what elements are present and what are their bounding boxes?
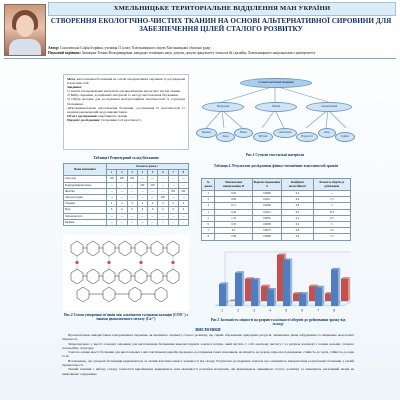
conclusion-paragraph: Тканий тканини з вибору складу, технології виробництва відкривають нові можливості розробки матеріалів, які відповідають принципам сталого розвитку та зменшують негативний вплив на навколишнє середовище. <box>62 367 354 376</box>
diagram-node-artificial: Штучні <box>253 132 273 142</box>
table-cell: 0.0214 <box>252 209 282 215</box>
table-cell: — <box>168 213 178 219</box>
table-cell: 7.5 <box>313 197 350 203</box>
strength-chart <box>205 248 351 314</box>
table-cell: 4 <box>117 201 127 207</box>
table-cell: — <box>313 191 350 197</box>
object-text: виробництво тканин <box>98 113 128 118</box>
table-cell: — <box>117 213 127 219</box>
table-cell: 0.98 <box>215 234 252 240</box>
author-label: Автор: <box>48 46 60 50</box>
chart-x-tick-label: 6 <box>301 308 304 313</box>
chart-x-tick-label: 2 <box>237 308 240 313</box>
table-cell: 0.4 <box>282 191 313 197</box>
diagram-node-wool: Вовна <box>234 128 253 138</box>
photo-face <box>16 15 34 37</box>
table-header-cell: Кількість зразка, г <box>107 164 189 170</box>
table-cell: Барвник <box>64 219 107 225</box>
table-cell: — <box>178 176 188 182</box>
diagram-node-linen: Льон <box>216 132 235 142</box>
table-cell: 200 <box>137 182 147 188</box>
table-cell: — <box>148 194 158 200</box>
author-text: Соколовська Софія Ігорівна, учениця 11 класу Хмельницького ліцею Хмельницької обласної ради <box>60 46 211 50</box>
table-cell: 0.0011 <box>252 197 282 203</box>
table-cell: 6 <box>117 207 127 213</box>
table-cell: 6 <box>107 207 117 213</box>
table-cell: Вода <box>64 207 107 213</box>
table-cell: — <box>168 194 178 200</box>
diagram-node-mushroom: Грибні <box>335 132 355 142</box>
header-divider <box>4 58 396 59</box>
chart-bar <box>283 260 290 306</box>
table-cell: 2.5 <box>313 215 350 221</box>
table-cell: 1.23 <box>215 215 252 221</box>
diagram-root-node: Сучасні текстильні матеріали <box>240 78 312 88</box>
table-cell: — <box>168 182 178 188</box>
table-cell: 0.2 <box>282 215 313 221</box>
table-cell: — <box>148 219 158 225</box>
table-cell: 0.4 <box>282 221 313 227</box>
results-table-body <box>202 191 351 241</box>
table-cell: — <box>158 213 168 219</box>
table-cell: — <box>168 176 178 182</box>
table-cell: 5 <box>313 203 350 209</box>
task-item: 4)Експериментальне виготовлення біотканин, дослідження їх властивостей та надання рекомендацій щодо використання. <box>67 105 185 114</box>
diagram-node-alternative: Альтернативні <box>306 102 352 112</box>
table-cell: 6 <box>127 207 137 213</box>
chart-bar-side <box>258 278 260 306</box>
table-cell: Кукурудзяний крохмаль <box>64 182 107 188</box>
poster-title: СТВОРЕННЯ ЕКОЛОГІЧНО-ЧИСТИХ ТКАНИН НА ОСНОВІ АЛЬТЕРНАТИВНОЇ СИРОВИНИ ДЛЯ ЗАБЕЗПЕЧЕННЯ ЦІЛЕЙ СТАЛОГО РОЗВИТКУ <box>50 17 392 33</box>
table-cell: 5 <box>313 221 350 227</box>
table-cell: — <box>137 213 147 219</box>
table-cell: 0.5 <box>215 228 252 234</box>
table-cell: — <box>178 194 188 200</box>
table-cell: — <box>127 182 137 188</box>
task-item: 3) Підбір методик для дослідження експлуатаційних властивостей та структури біотканини. <box>67 97 185 106</box>
table1-caption: Таблиця1 Рецептурний склад біотканин <box>93 156 159 160</box>
diagram-node-coffee: Кава <box>318 128 336 138</box>
table-cell: — <box>117 188 127 194</box>
table-cell: 200 <box>148 182 158 188</box>
table-cell: 2.5 <box>313 228 350 234</box>
chart-bar-side <box>242 271 244 306</box>
table-cell: 4 <box>202 209 215 215</box>
table-header-cell: 8 <box>178 170 188 176</box>
chart-x-tick-label: 5 <box>285 308 288 313</box>
figure3-caption: Рис.3 Залежність міцності на розрив та кількості обертів до руйнування зразку від складу <box>210 318 346 327</box>
table-cell: — <box>127 194 137 200</box>
strength-chart-svg <box>205 248 351 314</box>
chart-bar <box>331 269 338 306</box>
table2-caption: Таблиця 2. Результати дослідження фізико-механічних властивостей зразків <box>213 164 339 168</box>
diagram-node-chemical: Хімічні <box>255 102 297 112</box>
table-cell: 4 <box>158 201 168 207</box>
diagram-node-synthetic: Синтетичні <box>273 128 297 138</box>
goal-label: Мета: <box>67 77 76 81</box>
table-cell: 4 <box>137 201 147 207</box>
figure1-caption: Рис.1 Сучасні текстильні матеріали <box>245 153 305 157</box>
table-header-cell: Кількість обертів до руйнування <box>313 179 350 191</box>
table-cell: 6 <box>178 207 188 213</box>
table-cell: 15.5 <box>313 209 350 215</box>
table-cell: 0.8 <box>282 203 313 209</box>
subject-label: Предмет дослідження: <box>67 117 101 122</box>
table-cell: 3 <box>202 203 215 209</box>
table-cell: 0.44 <box>215 209 252 215</box>
table-header-cell: 6 <box>158 170 168 176</box>
table-cell: 200 <box>107 176 117 182</box>
goal-text: виготовлення біотканини на основі альтернативної сировини та дослідження її властивостей. <box>67 77 186 86</box>
chart-bar <box>251 279 258 306</box>
supervisor-line <box>48 51 394 56</box>
subject-text: біотканини та її властивості . <box>101 117 143 122</box>
chart-bar-side <box>306 292 308 306</box>
organization-banner: ХМЕЛЬНИЦЬКЕ ТЕРИТОРІАЛЬНЕ ВІДДІЛЕННЯ МАН УКРАЇНИ <box>48 2 396 16</box>
table-cell: 4 <box>168 201 178 207</box>
table-cell: — <box>137 176 147 182</box>
table-cell: — <box>117 182 127 188</box>
table-cell: — <box>178 182 188 188</box>
supervisor-label: Науковий керівник: <box>48 50 81 55</box>
table-cell: 0.0069 <box>252 203 282 209</box>
chart-bar-side <box>290 259 292 307</box>
table-cell: 0.0008 <box>252 221 282 227</box>
table-cell: 0.4 <box>282 209 313 215</box>
conclusion-paragraph: З метою оцінки якості біотканин для виготовлення з них текстильних виробів проведено дослідження таких показників, як міцність на розрив, відносне подовження, стійкість до тертя, стійкість до води та ін. <box>62 350 354 359</box>
table-cell: — <box>117 219 127 225</box>
table-cell: — <box>137 194 147 200</box>
table-header-cell: 4 <box>137 170 147 176</box>
table-header-row <box>202 179 351 191</box>
table-cell: 0.6 <box>282 234 313 240</box>
conclusion-paragraph: Проаналізовано використання альтернативної сировини, як важливого елементу сталого розвитку, що сприяє збереженню природних ресурсів, зменшенню рівня забруднення та зміцненню екологічної свідомості. <box>62 333 354 342</box>
table-row <box>64 219 189 225</box>
table-cell: — <box>148 176 158 182</box>
table-cell: 0.89 <box>215 197 252 203</box>
alginate-calcium-scheme <box>63 235 189 311</box>
diagram-node-cotton: Бавовна <box>196 128 217 138</box>
chart-x-tick-label: 4 <box>269 308 272 313</box>
table-cell: 4 <box>107 201 117 207</box>
chart-bar-side <box>348 277 350 301</box>
chart-bar-side <box>322 286 324 306</box>
table-header-cell: 7 <box>168 170 178 176</box>
table-header-cell: 5 <box>148 170 158 176</box>
table-cell: 6 <box>202 221 215 227</box>
table-header-cell: 2 <box>117 170 127 176</box>
task-item: 1) Аналіз альтернативних матеріалів для виробництва екологічно чистих тканин. <box>67 89 181 94</box>
chart-bar <box>299 294 306 306</box>
table-cell: 0.8 <box>282 228 313 234</box>
photo-body <box>9 39 41 56</box>
chart-bar <box>315 287 322 306</box>
table-cell: 200 <box>158 194 168 200</box>
diagram-node-natural: Натуральні <box>202 102 244 112</box>
object-label: Об'єкт дослідження: <box>67 113 98 118</box>
results-table <box>201 178 351 241</box>
table-cell: 200 <box>117 176 127 182</box>
table-cell: 5 <box>202 215 215 221</box>
recipe-table <box>63 163 189 226</box>
table-cell: — <box>117 194 127 200</box>
table-cell: 0.0073 <box>252 228 282 234</box>
table-cell: 4 <box>127 201 137 207</box>
chart-bar <box>267 290 274 306</box>
table-cell: — <box>168 219 178 225</box>
table-cell: Оцтова кислота <box>64 213 107 219</box>
table-header-cell: 3 <box>127 170 137 176</box>
table-header-cell: Максимальне навантаження, Н <box>215 179 252 191</box>
chart-bar-side <box>226 282 228 306</box>
conclusion-paragraph: Запропоновано у якості основної сировини для виготовлення біотканини використовувати альгінат натрію, який містить у собі альгінову кислоту і за рахунок взаємодії з іонами кальцію утворює гелеподібну структуру. <box>62 341 354 350</box>
table-cell: — <box>107 182 117 188</box>
chart-bar-side <box>274 288 276 306</box>
table-cell: — <box>148 188 158 194</box>
table-cell: 0.59 <box>215 191 252 197</box>
table-cell: Альгінат натрію <box>64 194 107 200</box>
table-cell: 6 <box>137 207 147 213</box>
authors-block <box>48 46 394 55</box>
table-header-cell: Назва компонента <box>64 164 107 176</box>
goal-paragraph <box>67 77 185 85</box>
table-header-cell: Відносне подовження, % <box>252 179 282 191</box>
chart-bar <box>219 284 226 306</box>
chemical-structure-drawing <box>63 235 189 311</box>
table-cell: 200 <box>127 176 137 182</box>
supervisor-text: Зажицька Тетяна Володимирівна, кандидат технічних наук, доцент, доцент факультету технологій і дизайну Хмельницького національного університету <box>81 50 316 55</box>
table-cell: — <box>107 188 117 194</box>
table-cell: 0.33 <box>215 221 252 227</box>
chart-x-tick-label: 7 <box>317 308 320 313</box>
chart-bar-side <box>338 268 340 306</box>
table-header-cell: 1 <box>107 170 117 176</box>
chart-bar <box>341 279 348 301</box>
table-cell: 0.0068 <box>252 234 282 240</box>
table-row <box>202 234 351 240</box>
table-cell: 6 <box>158 207 168 213</box>
table-cell: 7.5 <box>313 234 350 240</box>
table-cell: Желатин <box>64 188 107 194</box>
table-cell: — <box>158 188 168 194</box>
conclusion-paragraph: Встановлено, що утворені біотканини відрізняються за своїми властивостями в залежності від складу. Результати дослідження свідчать про можливість використання розроблених біотканин у легкій промисловості. <box>62 358 354 368</box>
table-header-cell: № зразка <box>202 179 215 191</box>
author-photo <box>4 4 46 56</box>
table-cell: — <box>127 213 137 219</box>
chart-x-tick-label: 3 <box>253 308 256 313</box>
table-cell: — <box>107 213 117 219</box>
table-cell: 200 <box>178 188 188 194</box>
textile-classification-diagram <box>196 72 354 152</box>
chart-x-tick-label: 1 <box>221 308 224 313</box>
table-cell: 0.0068 <box>252 191 282 197</box>
figure2-caption: Рис.2 Схема утворення зв'язків між альгінатом та іонами кальцію (COO⁻) з іонами двовалентного металу (Ca²⁺) <box>64 313 188 322</box>
subject-paragraph <box>67 118 185 122</box>
tasks-label: Завдання: <box>67 85 83 90</box>
table-cell: — <box>137 188 147 194</box>
table-cell: 6 <box>148 207 158 213</box>
table-cell: — <box>137 219 147 225</box>
table-cell: 6 <box>168 207 178 213</box>
table-cell: 0.71 <box>215 203 252 209</box>
recipe-table-body <box>64 176 189 226</box>
table-cell: 0.6 <box>282 197 313 203</box>
goals-panel <box>63 74 189 150</box>
table-cell: 4 <box>148 201 158 207</box>
table-cell: 0.0050 <box>252 215 282 221</box>
table-cell: 4 <box>178 201 188 207</box>
table-cell: — <box>127 188 137 194</box>
table-cell: — <box>158 182 168 188</box>
table-cell: — <box>178 219 188 225</box>
chart-bar <box>235 273 242 306</box>
table-cell: — <box>158 176 168 182</box>
diagram-node-algae: Водорості <box>296 132 318 142</box>
table-cell: 2 <box>202 197 215 203</box>
chart-x-tick-label: 8 <box>333 308 336 313</box>
table-cell: Агар-агар <box>64 176 107 182</box>
table-cell: 1 <box>202 191 215 197</box>
task-item: 2) Вибір сировини, допоміжних матеріалів та методу виготовлення біотканини. <box>67 93 179 98</box>
table-cell: 7 <box>202 228 215 234</box>
conclusions-title: ВИСНОВКИ <box>195 327 221 332</box>
table-cell: — <box>158 219 168 225</box>
table-cell: — <box>107 219 117 225</box>
table-cell: — <box>127 219 137 225</box>
table-cell: — <box>107 194 117 200</box>
table-cell: — <box>178 213 188 219</box>
table-cell: 8 <box>202 234 215 240</box>
table-cell: 200 <box>168 188 178 194</box>
table-cell: — <box>148 213 158 219</box>
conclusions-text <box>62 333 354 376</box>
table-cell: Гліцерин <box>64 201 107 207</box>
table-header-cell: Коефіцієнт зносостійкості <box>282 179 313 191</box>
